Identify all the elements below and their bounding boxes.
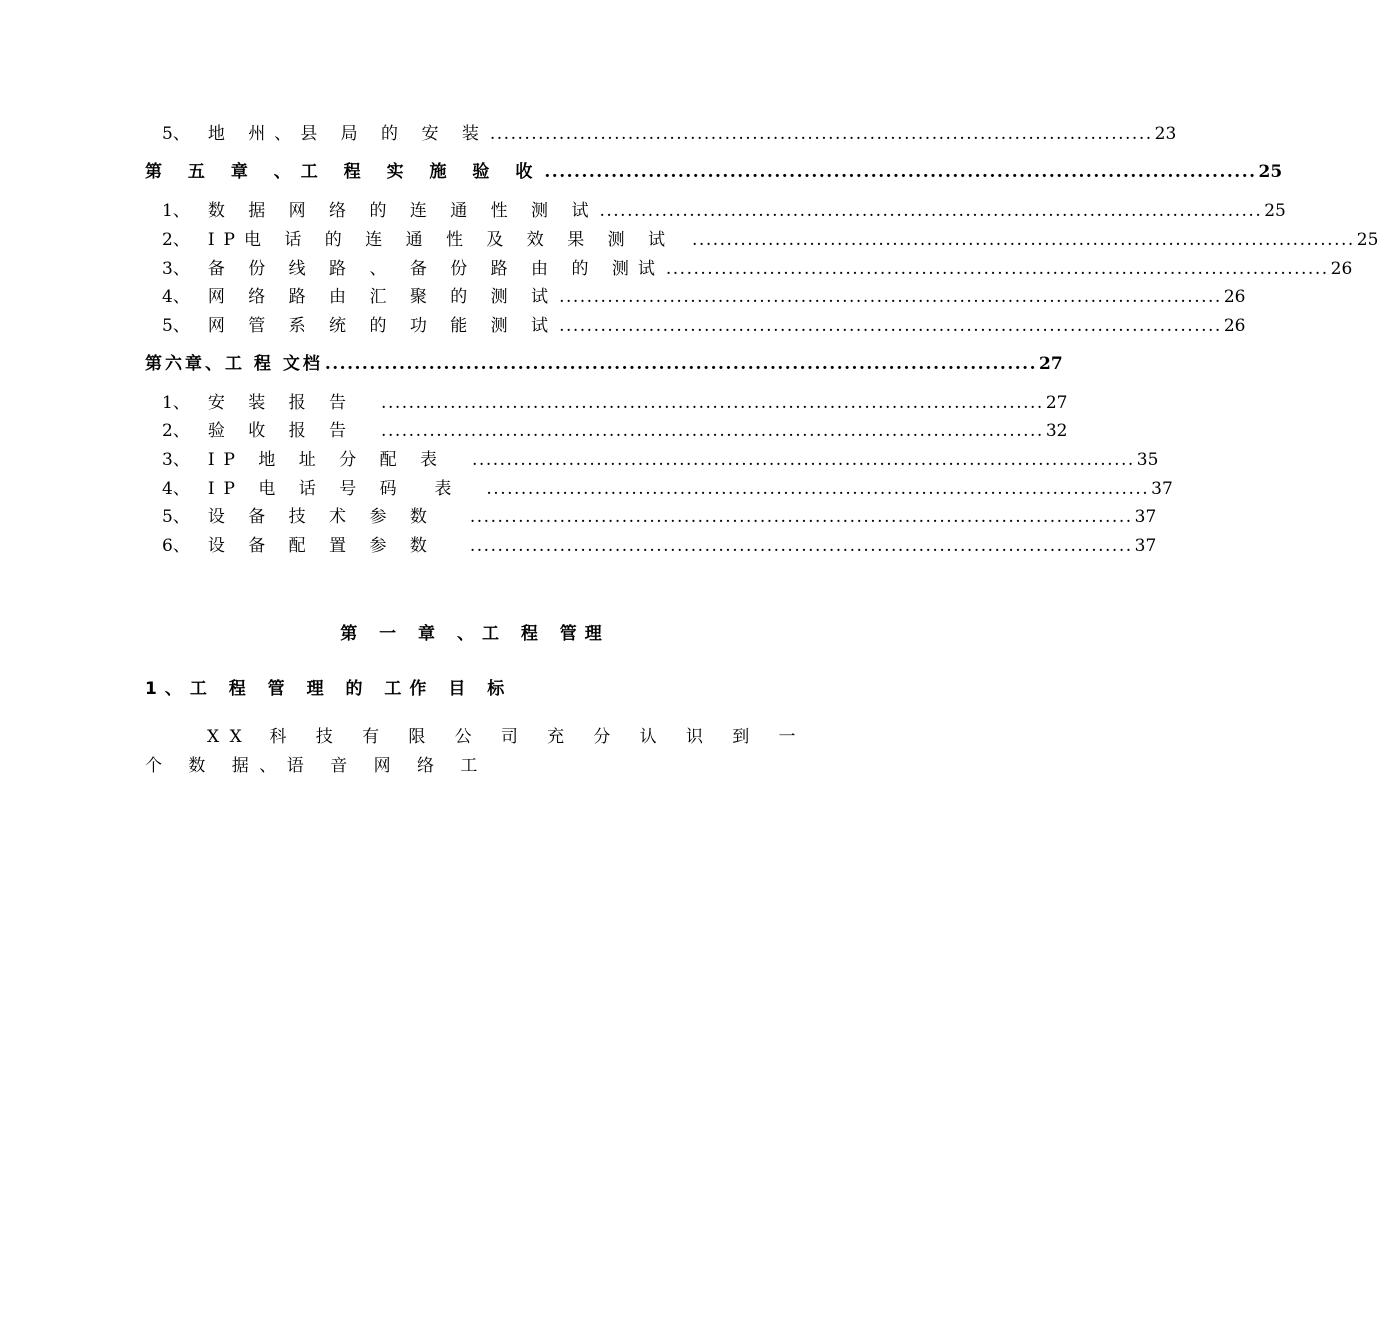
toc-entry-title: 安 装 报 告 [207,393,356,413]
toc-entry-page: 25 [1264,201,1286,221]
toc-leader-dots: ................................................................................................ [599,201,1263,221]
toc-entry-title: IP 电 话 号 码 表 [207,479,461,499]
toc-leader-dots: ................................................................................................ [544,162,1257,182]
toc-entry-title: IP电 话 的 连 通 性 及 效 果 测 试 [207,230,675,250]
toc-entry-page: 26 [1223,287,1246,307]
toc-entry-number: 1、 [162,393,190,413]
toc-leader-dots: ................................................................................................ [472,450,1135,470]
toc-entry-title: 数 据 网 络 的 连 通 性 测 试 [207,201,598,221]
toc-chapter-entry[interactable] [145,353,1063,375]
toc-entry-title: 设 备 配 置 参 数 [207,536,436,556]
toc-leader-dots: ................................................................................................ [559,316,1222,336]
toc-entry[interactable] [145,315,1246,337]
toc-entry-page: 37 [1134,507,1157,527]
toc-leader-dots: ................................................................................................ [692,230,1355,250]
toc-entry-number: 4、 [162,479,190,499]
toc-entry-page: 26 [1330,259,1353,279]
toc-entry-number: 3、 [162,259,190,279]
toc-entry-number: 5、 [162,507,190,527]
toc-entry[interactable] [145,449,1159,471]
toc-leader-dots: ................................................................................................ [486,479,1150,499]
toc-entry-page: 37 [1151,479,1173,499]
body-paragraph: XX 科 技 有 限 公 司 充 分 认 识 到 一 个 数 据、语 音 网 络 工 [145,727,806,776]
toc-entry-page: 25 [1356,230,1378,250]
toc-entry[interactable] [145,286,1246,308]
toc-leader-dots: ................................................................................................ [469,536,1133,556]
toc-entry-title: 第 五 章 、工 程 实 施 验 收 [145,162,543,182]
toc-entry[interactable] [145,392,1068,414]
chapter-heading: 第 一 章 、工 程 管理 [340,624,610,644]
toc-entry-number: 2、 [162,421,190,441]
toc-entry-number: 5、 [162,124,190,144]
toc-entry-title: 备 份 线 路 、 备 份 路 由 的 测试 [207,259,664,279]
toc-entry-number: 2、 [162,230,190,250]
section-heading: 1、工 程 管 理 的 工作 目 标 [145,679,513,699]
toc-entry-number: 1、 [162,201,190,221]
toc-entry[interactable] [145,535,1157,557]
toc-leader-dots: ................................................................................................ [489,124,1153,144]
toc-entry[interactable] [145,123,1177,145]
toc-entry-title: 网 管 系 统 的 功 能 测 试 [207,316,558,336]
toc-entry-page: 35 [1136,450,1159,470]
toc-entry[interactable] [145,258,1353,280]
toc-entry-title: 验 收 报 告 [207,421,356,441]
toc-entry[interactable] [145,420,1068,442]
toc-leader-dots: ................................................................................................ [469,507,1133,527]
toc-entry-page: 23 [1154,124,1177,144]
toc-entry-page: 25 [1258,162,1283,182]
toc-entry-number: 3、 [162,450,190,470]
toc-entry-title: 网 络 路 由 汇 聚 的 测 试 [207,287,558,307]
toc-leader-dots: ................................................................................................ [324,354,1038,374]
toc-entry[interactable] [145,506,1157,528]
toc-chapter-entry[interactable] [145,161,1283,183]
toc-leader-dots: ................................................................................................ [559,287,1222,307]
toc-entry-number: 4、 [162,287,190,307]
toc-entry[interactable] [145,229,1378,251]
toc-entry-number: 5、 [162,316,190,336]
toc-leader-dots: ................................................................................................ [381,393,1044,413]
toc-entry-page: 26 [1223,316,1246,336]
toc-entry-page: 27 [1039,354,1063,374]
toc-entry-page: 37 [1134,536,1157,556]
toc-entry-number: 6、 [162,536,190,556]
toc-leader-dots: ................................................................................................ [381,421,1044,441]
toc-entry-title: 第六章、工 程 文档 [145,354,323,374]
toc-entry-title: IP 地 址 分 配 表 [207,450,447,470]
toc-entry-page: 27 [1045,393,1068,413]
toc-entry-page: 32 [1045,421,1068,441]
toc-entry[interactable] [145,478,1173,500]
toc-entry[interactable] [145,200,1286,222]
toc-entry-title: 设 备 技 术 参 数 [207,507,436,527]
toc-entry-title: 地 州、县 局 的 安 装 [207,124,488,144]
toc-leader-dots: ................................................................................................ [665,259,1329,279]
